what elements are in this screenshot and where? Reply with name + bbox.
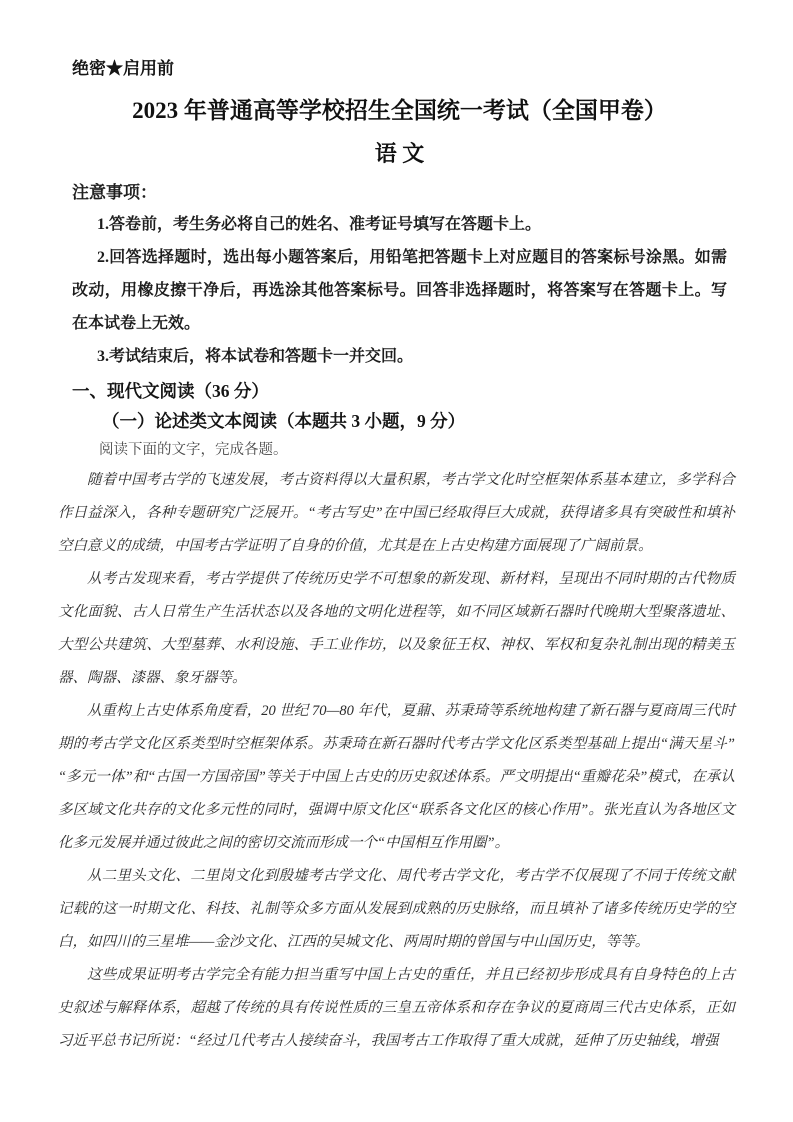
subsection-heading-expository-reading: （一）论述类文本阅读（本题共 3 小题，9 分） (102, 411, 466, 431)
exam-title: 2023 年普通高等学校招生全国统一考试（全国甲卷） (132, 98, 667, 123)
notice-item-1: 1.答卷前，考生务必将自己的姓名、准考证号填写在答题卡上。 (97, 216, 542, 233)
notice-heading: 注意事项： (72, 183, 157, 202)
passage-paragraph-4: 从二里头文化、二里岗文化到殷墟考古学文化、周代考古学文化，考古学不仅展现了不同于传统文献记载的这一时期文化、科技、礼制等众多方面从发展到成熟的历史脉络，而且填补了诸多传统历史学的空白，如四川的三星堆——金沙文化、江西的吴城文化、两周时期的曾国与中山国历史，等等。 (58, 868, 735, 950)
notice-item-3: 3.考试结束后，将本试卷和答题卡一并交回。 (97, 348, 414, 365)
passage-paragraph-2: 从考古发现来看，考古学提供了传统历史学不可想象的新发现、新材料，呈现出不同时期的古代物质文化面貌、古人日常生产生活状态以及各地的文明化进程等，如不同区域新石器时代晚期大型聚落遗址、大型公共建筑、大型墓葬、水利设施、手工业作坊，以及象征王权、神权、军权和复杂礼制出现的精美玉器、陶器、漆器、象牙器等。 (58, 571, 735, 686)
notice-item-2: 2.回答选择题时，选出每小题答案后，用铅笔把答题卡上对应题目的答案标号涂黑。如需改动，用橡皮擦干净后，再选涂其他答案标号。回答非选择题时，将答案写在答题卡上。写在本试卷上无效。 (72, 249, 727, 332)
passage-paragraph-3: 从重构上古史体系角度看，20 世纪 70—80 年代，夏鼐、苏秉琦等系统地构建了新石器与夏商周三代时期的考古学文化区系类型时空框架体系。苏秉琦在新石器时代考古学文化区系类型基础上提出“满天星斗”“多元一体”和“古国一方国帝国”等关于中国上古史的历史叙述体系。严文明提出“重瓣花朵”模式，在承认多区域文化共存的文化多元性的同时，强调中原文化区“联系各文化区的核心作用”。张光直认为各地区文化多元发展并通过彼此之间的密切交流而形成一个“中国相互作用圈”。 (58, 703, 735, 851)
classification-label: 绝密★启用前 (72, 59, 174, 78)
subject-title: 语 文 (374, 141, 425, 166)
section-heading-modern-reading: 一、现代文阅读（36 分） (72, 381, 269, 401)
reading-passage (58, 464, 735, 1058)
reading-instruction: 阅读下面的文字，完成各题。 (99, 442, 288, 458)
passage-paragraph-1: 随着中国考古学的飞速发展，考古资料得以大量积累，考古学文化时空框架体系基本建立，多学科合作日益深入，各种专题研究广泛展开。“考古写史”在中国已经取得巨大成就，获得诸多具有突破性和填补空白意义的成绩，中国考古学证明了自身的价值，尤其是在上古史构建方面展现了广阔前景。 (58, 472, 735, 554)
passage-paragraph-5: 这些成果证明考古学完全有能力担当重写中国上古史的重任，并且已经初步形成具有自身特色的上古史叙述与解释体系，超越了传统的具有传说性质的三皇五帝体系和存在争议的夏商周三代古史体系，正如习近平总书记所说：“经过几代考古人接续奋斗，我国考古工作取得了重大成就，延伸了历史轴线，增强 (58, 967, 735, 1049)
